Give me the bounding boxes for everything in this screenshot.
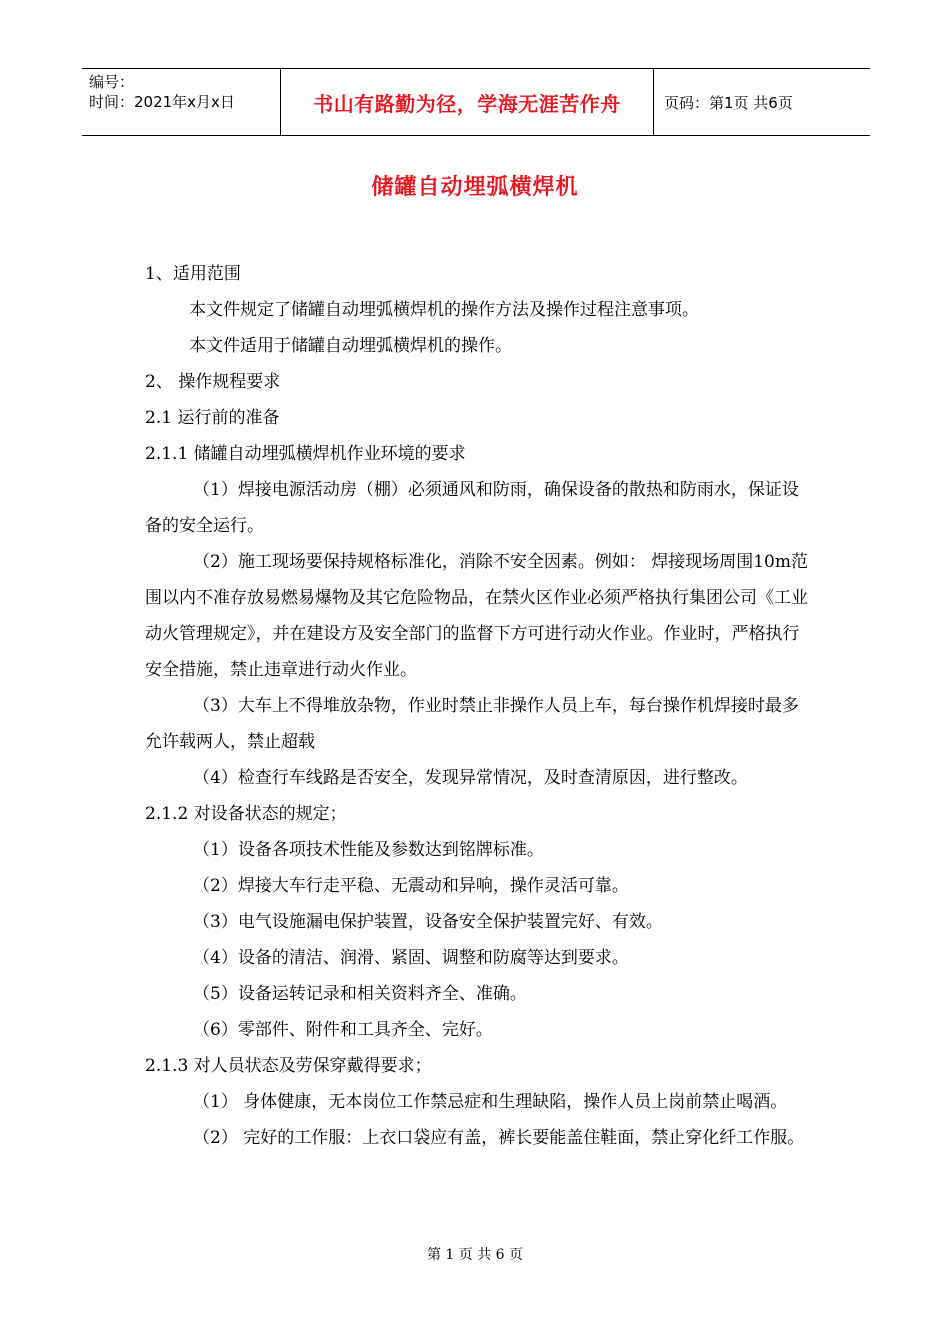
document-body xyxy=(145,256,810,1156)
section-heading: 2、 操作规程要求 xyxy=(145,372,281,392)
document-header xyxy=(82,68,870,136)
header-meta xyxy=(82,69,281,135)
list-item: （3）大车上不得堆放杂物，作业时禁止非操作人员上车，每台操作机焊接时最多允许载两人，禁止超载 xyxy=(145,696,799,752)
list-item: （2） 完好的工作服：上衣口袋应有盖，裤长要能盖住鞋面，禁止穿化纤工作服。 xyxy=(193,1128,805,1148)
header-page-label: 页码：第1页 共6页 xyxy=(664,93,793,112)
list-item: （1）设备各项技术性能及参数达到铭牌标准。 xyxy=(193,840,544,860)
header-motto: 书山有路勤为径，学海无涯苦作舟 xyxy=(281,69,654,135)
page-footer: 第 1 页 共 6 页 xyxy=(426,1247,524,1263)
list-item: （1） 身体健康，无本岗位工作禁忌症和生理缺陷，操作人员上岗前禁止喝酒。 xyxy=(193,1092,788,1112)
subsection-heading: 2.1.1 储罐自动埋弧横焊机作业环境的要求 xyxy=(145,444,466,464)
section-heading: 1、适用范围 xyxy=(145,264,241,284)
list-item: （6）零部件、附件和工具齐全、完好。 xyxy=(193,1020,493,1040)
list-item: （2）施工现场要保持规格标准化，消除不安全因素。例如： 焊接现场周围10m范围以内不准存放易燃易爆物及其它危险物品，在禁火区作业必须严格执行集团公司《工业动火管理规定》，并在建设方及安全部门的监督下方可进行动火作业。作业时，严格执行安全措施，禁止违章进行动火作业。 xyxy=(145,552,808,680)
document-date-label: 时间：2021年x月x日 xyxy=(89,93,235,111)
list-item: （2）焊接大车行走平稳、无震动和异响，操作灵活可靠。 xyxy=(193,876,629,896)
list-item: （4）设备的清洁、润滑、紧固、调整和防腐等达到要求。 xyxy=(193,948,629,968)
subsection-heading: 2.1 运行前的准备 xyxy=(145,408,280,428)
list-item: （3）电气设施漏电保护装置，设备安全保护装置完好、有效。 xyxy=(193,912,663,932)
subsection-heading: 2.1.3 对人员状态及劳保穿戴得要求； xyxy=(145,1056,432,1076)
list-item: （4）检查行车线路是否安全，发现异常情况，及时查清原因，进行整改。 xyxy=(193,768,748,788)
document-number-label: 编号： xyxy=(89,73,135,91)
body-paragraph: 本文件适用于储罐自动埋弧横焊机的操作。 xyxy=(189,336,512,356)
list-item: （1）焊接电源活动房（棚）必须通风和防雨，确保设备的散热和防雨水，保证设备的安全运行。 xyxy=(145,480,799,536)
body-paragraph: 本文件规定了储罐自动埋弧横焊机的操作方法及操作过程注意事项。 xyxy=(189,300,699,320)
list-item: （5）设备运转记录和相关资料齐全、准确。 xyxy=(193,984,527,1004)
document-title: 储罐自动埋弧横焊机 xyxy=(371,175,579,200)
subsection-heading: 2.1.2 对设备状态的规定； xyxy=(145,804,347,824)
